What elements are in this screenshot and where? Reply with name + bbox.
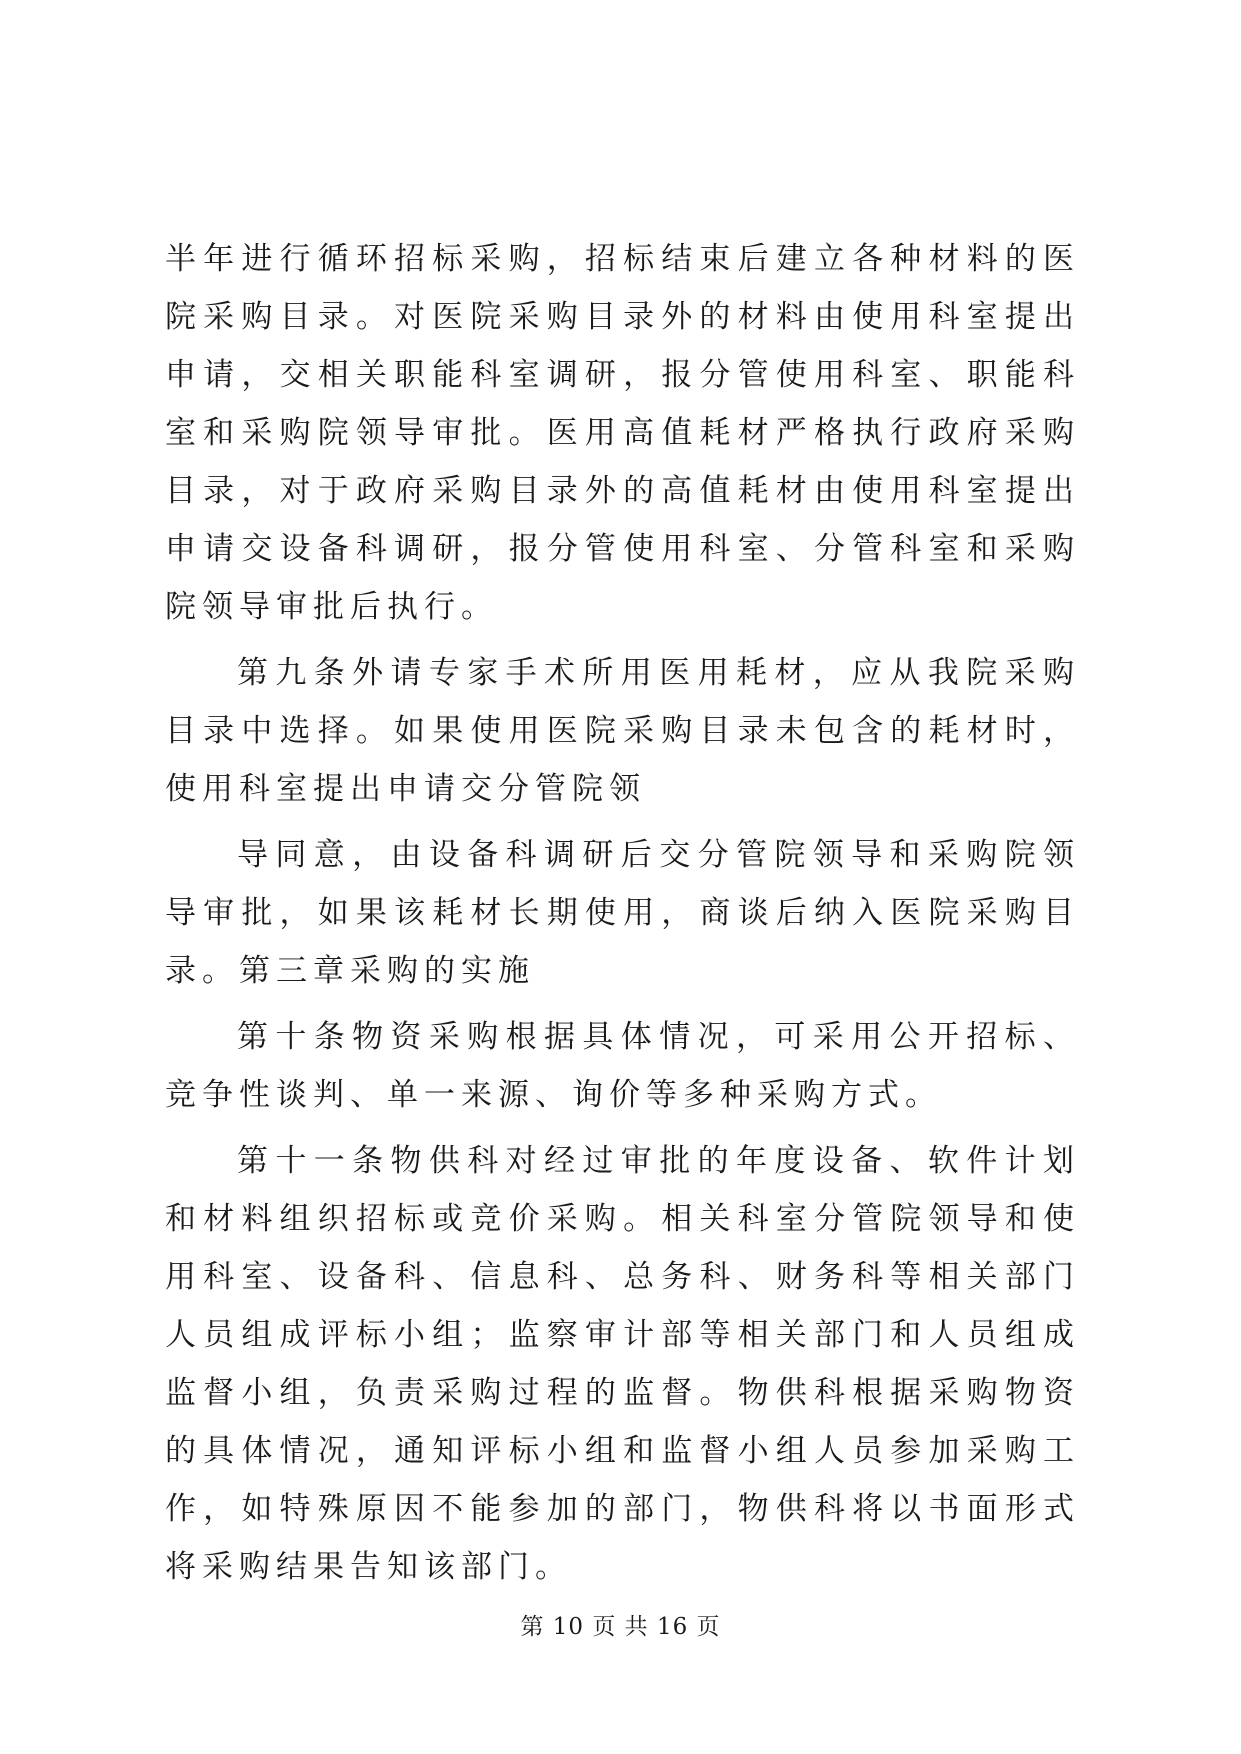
page-number-footer: 第 10 页 共 16 页	[520, 1614, 721, 1640]
paragraph-1: 半年进行循环招标采购，招标结束后建立各种材料的医院采购目录。对医院采购目录外的材料由使用科室提出申请，交相关职能科室调研，报分管使用科室、职能科室和采购院领导审批。医用高值耗材严格执行政府采购目录，对于政府采购目录外的高值耗材由使用科室提出申请交设备科调研，报分管使用科室、分管科室和采购院领导审批后执行。	[165, 241, 1080, 625]
paragraph-2: 第九条外请专家手术所用医用耗材，应从我院采购目录中选择。如果使用医院采购目录未包含的耗材时，使用科室提出申请交分管院领	[165, 655, 1080, 807]
paragraph-5: 第十一条物供科对经过审批的年度设备、软件计划和材料组织招标或竞价采购。相关科室分管院领导和使用科室、设备科、信息科、总务科、财务科等相关部门人员组成评标小组；监察审计部等相关部门和人员组成监督小组，负责采购过程的监督。物供科根据采购物资的具体情况，通知评标小组和监督小组人员参加采购工作，如特殊原因不能参加的部门，物供科将以书面形式将采购结果告知该部门。	[165, 1143, 1080, 1585]
paragraph-3: 导同意，由设备科调研后交分管院领导和采购院领导审批，如果该耗材长期使用，商谈后纳入医院采购目录。第三章采购的实施	[165, 837, 1080, 989]
document-body	[165, 230, 1080, 1604]
paragraph-4: 第十条物资采购根据具体情况，可采用公开招标、竞争性谈判、单一来源、询价等多种采购方式。	[165, 1019, 1080, 1113]
